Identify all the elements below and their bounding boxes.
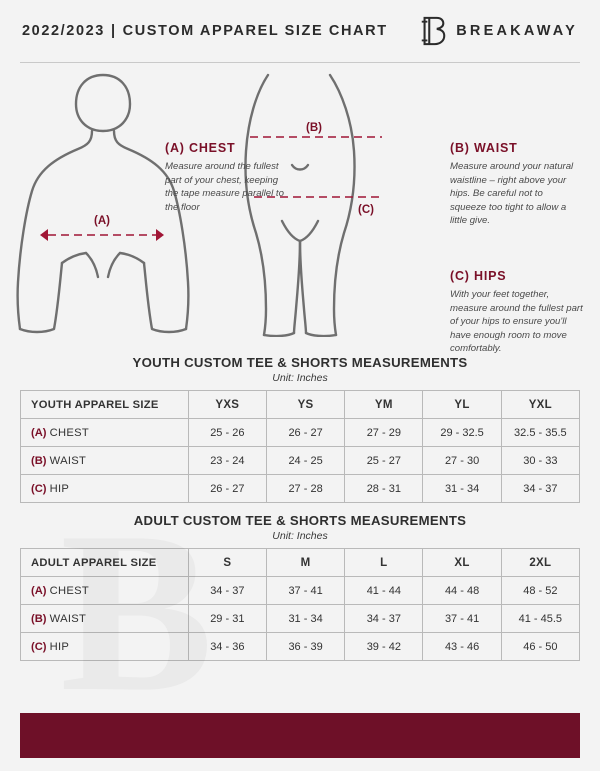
adult-hip-letter: (C) bbox=[31, 640, 47, 653]
note-hips bbox=[450, 269, 585, 356]
youth-chest-yl: 29 - 32.5 bbox=[423, 419, 501, 447]
youth-waist-letter: (B) bbox=[31, 454, 47, 467]
adult-waist-name: WAIST bbox=[49, 612, 87, 625]
header-title-text: CUSTOM APPAREL SIZE CHART bbox=[122, 23, 388, 39]
youth-row-chest-label bbox=[21, 419, 189, 447]
adult-table-title: ADULT CUSTOM TEE & SHORTS MEASUREMENTS bbox=[133, 513, 467, 528]
note-chest-title: (A) CHEST bbox=[165, 141, 236, 155]
breakaway-b-logo-icon bbox=[420, 16, 446, 46]
adult-chest-name: CHEST bbox=[49, 584, 90, 597]
youth-chest-letter: (A) bbox=[31, 426, 47, 439]
adult-chest-2xl: 48 - 52 bbox=[501, 577, 579, 605]
youth-section bbox=[0, 355, 600, 503]
youth-table-unit: Unit: Inches bbox=[272, 372, 328, 384]
note-waist bbox=[450, 141, 580, 228]
youth-size-header: YOUTH APPAREL SIZE bbox=[21, 391, 189, 419]
youth-waist-ym: 25 - 27 bbox=[345, 447, 423, 475]
adult-table-unit: Unit: Inches bbox=[272, 530, 328, 542]
note-chest-body: Measure around the fullest part of your chest, keeping the tape measure parallel to the floor bbox=[165, 161, 284, 213]
adult-size-s: S bbox=[188, 549, 266, 577]
youth-hip-name: HIP bbox=[49, 482, 70, 495]
header-year: 2022/2023 bbox=[22, 23, 105, 39]
adult-waist-letter: (B) bbox=[31, 612, 47, 625]
youth-row-waist-label bbox=[21, 447, 189, 475]
adult-waist-m: 31 - 34 bbox=[266, 605, 344, 633]
youth-waist-name: WAIST bbox=[49, 454, 87, 467]
table-header-row bbox=[21, 549, 580, 577]
youth-hip-ys: 27 - 28 bbox=[266, 475, 344, 503]
youth-waist-yxl: 30 - 33 bbox=[501, 447, 579, 475]
table-row bbox=[21, 475, 580, 503]
youth-size-yxs: YXS bbox=[188, 391, 266, 419]
chest-arrow-right bbox=[156, 229, 164, 241]
adult-hip-m: 36 - 39 bbox=[266, 633, 344, 661]
table-header-row bbox=[21, 391, 580, 419]
adult-hip-s: 34 - 36 bbox=[188, 633, 266, 661]
page-header bbox=[0, 0, 600, 62]
youth-chest-yxl: 32.5 - 35.5 bbox=[501, 419, 579, 447]
adult-chest-letter: (A) bbox=[31, 584, 47, 597]
youth-table-title: YOUTH CUSTOM TEE & SHORTS MEASUREMENTS bbox=[132, 355, 468, 370]
page-title bbox=[22, 23, 388, 39]
note-hips-title: (C) HIPS bbox=[450, 269, 507, 283]
youth-size-yl: YL bbox=[423, 391, 501, 419]
youth-size-yxl: YXL bbox=[501, 391, 579, 419]
note-waist-body: Measure around your natural waistline – right above your hips. Be careful not to squeeze too tight to allow a little give. bbox=[450, 161, 574, 227]
youth-hip-yl: 31 - 34 bbox=[423, 475, 501, 503]
chest-marker-label: (A) bbox=[94, 215, 110, 227]
youth-chest-yxs: 25 - 26 bbox=[188, 419, 266, 447]
brand-lockup bbox=[420, 16, 578, 46]
header-separator: | bbox=[110, 23, 117, 39]
youth-waist-yl: 27 - 30 bbox=[423, 447, 501, 475]
measurement-diagram bbox=[0, 63, 600, 355]
adult-hip-name: HIP bbox=[49, 640, 70, 653]
table-row bbox=[21, 577, 580, 605]
chest-arrow-left bbox=[40, 229, 48, 241]
adult-size-xl: XL bbox=[423, 549, 501, 577]
youth-hip-letter: (C) bbox=[31, 482, 47, 495]
adult-size-header: ADULT APPAREL SIZE bbox=[21, 549, 189, 577]
adult-waist-s: 29 - 31 bbox=[188, 605, 266, 633]
youth-hip-yxl: 34 - 37 bbox=[501, 475, 579, 503]
youth-hip-ym: 28 - 31 bbox=[345, 475, 423, 503]
waist-marker-label: (B) bbox=[306, 122, 322, 134]
youth-row-hip-label bbox=[21, 475, 189, 503]
adult-chest-xl: 44 - 48 bbox=[423, 577, 501, 605]
adult-waist-2xl: 41 - 45.5 bbox=[501, 605, 579, 633]
note-waist-title: (B) WAIST bbox=[450, 141, 518, 155]
hips-marker-label: (C) bbox=[358, 204, 374, 216]
youth-measurements-table bbox=[20, 390, 580, 503]
note-chest bbox=[165, 141, 290, 214]
table-row bbox=[21, 605, 580, 633]
youth-chest-ym: 27 - 29 bbox=[345, 419, 423, 447]
youth-size-ys: YS bbox=[266, 391, 344, 419]
table-row bbox=[21, 633, 580, 661]
adult-waist-xl: 37 - 41 bbox=[423, 605, 501, 633]
adult-chest-s: 34 - 37 bbox=[188, 577, 266, 605]
youth-hip-yxs: 26 - 27 bbox=[188, 475, 266, 503]
youth-waist-yxs: 23 - 24 bbox=[188, 447, 266, 475]
adult-waist-l: 34 - 37 bbox=[345, 605, 423, 633]
adult-measurements-table bbox=[20, 548, 580, 661]
table-row bbox=[21, 447, 580, 475]
adult-size-l: L bbox=[345, 549, 423, 577]
adult-hip-l: 39 - 42 bbox=[345, 633, 423, 661]
adult-row-chest-label bbox=[21, 577, 189, 605]
adult-row-hip-label bbox=[21, 633, 189, 661]
adult-hip-2xl: 46 - 50 bbox=[501, 633, 579, 661]
youth-chest-ys: 26 - 27 bbox=[266, 419, 344, 447]
adult-row-waist-label bbox=[21, 605, 189, 633]
adult-size-m: M bbox=[266, 549, 344, 577]
youth-chest-name: CHEST bbox=[49, 426, 90, 439]
adult-chest-l: 41 - 44 bbox=[345, 577, 423, 605]
adult-section bbox=[0, 513, 600, 661]
table-row bbox=[21, 419, 580, 447]
adult-hip-xl: 43 - 46 bbox=[423, 633, 501, 661]
adult-size-2xl: 2XL bbox=[501, 549, 579, 577]
adult-chest-m: 37 - 41 bbox=[266, 577, 344, 605]
youth-size-ym: YM bbox=[345, 391, 423, 419]
youth-waist-ys: 24 - 25 bbox=[266, 447, 344, 475]
brand-name: BREAKAWAY bbox=[456, 23, 578, 39]
note-hips-body: With your feet together, measure around the fullest part of your hips to ensure you'll have enough room to move comfortably. bbox=[450, 289, 583, 355]
footer-bar bbox=[20, 713, 580, 758]
